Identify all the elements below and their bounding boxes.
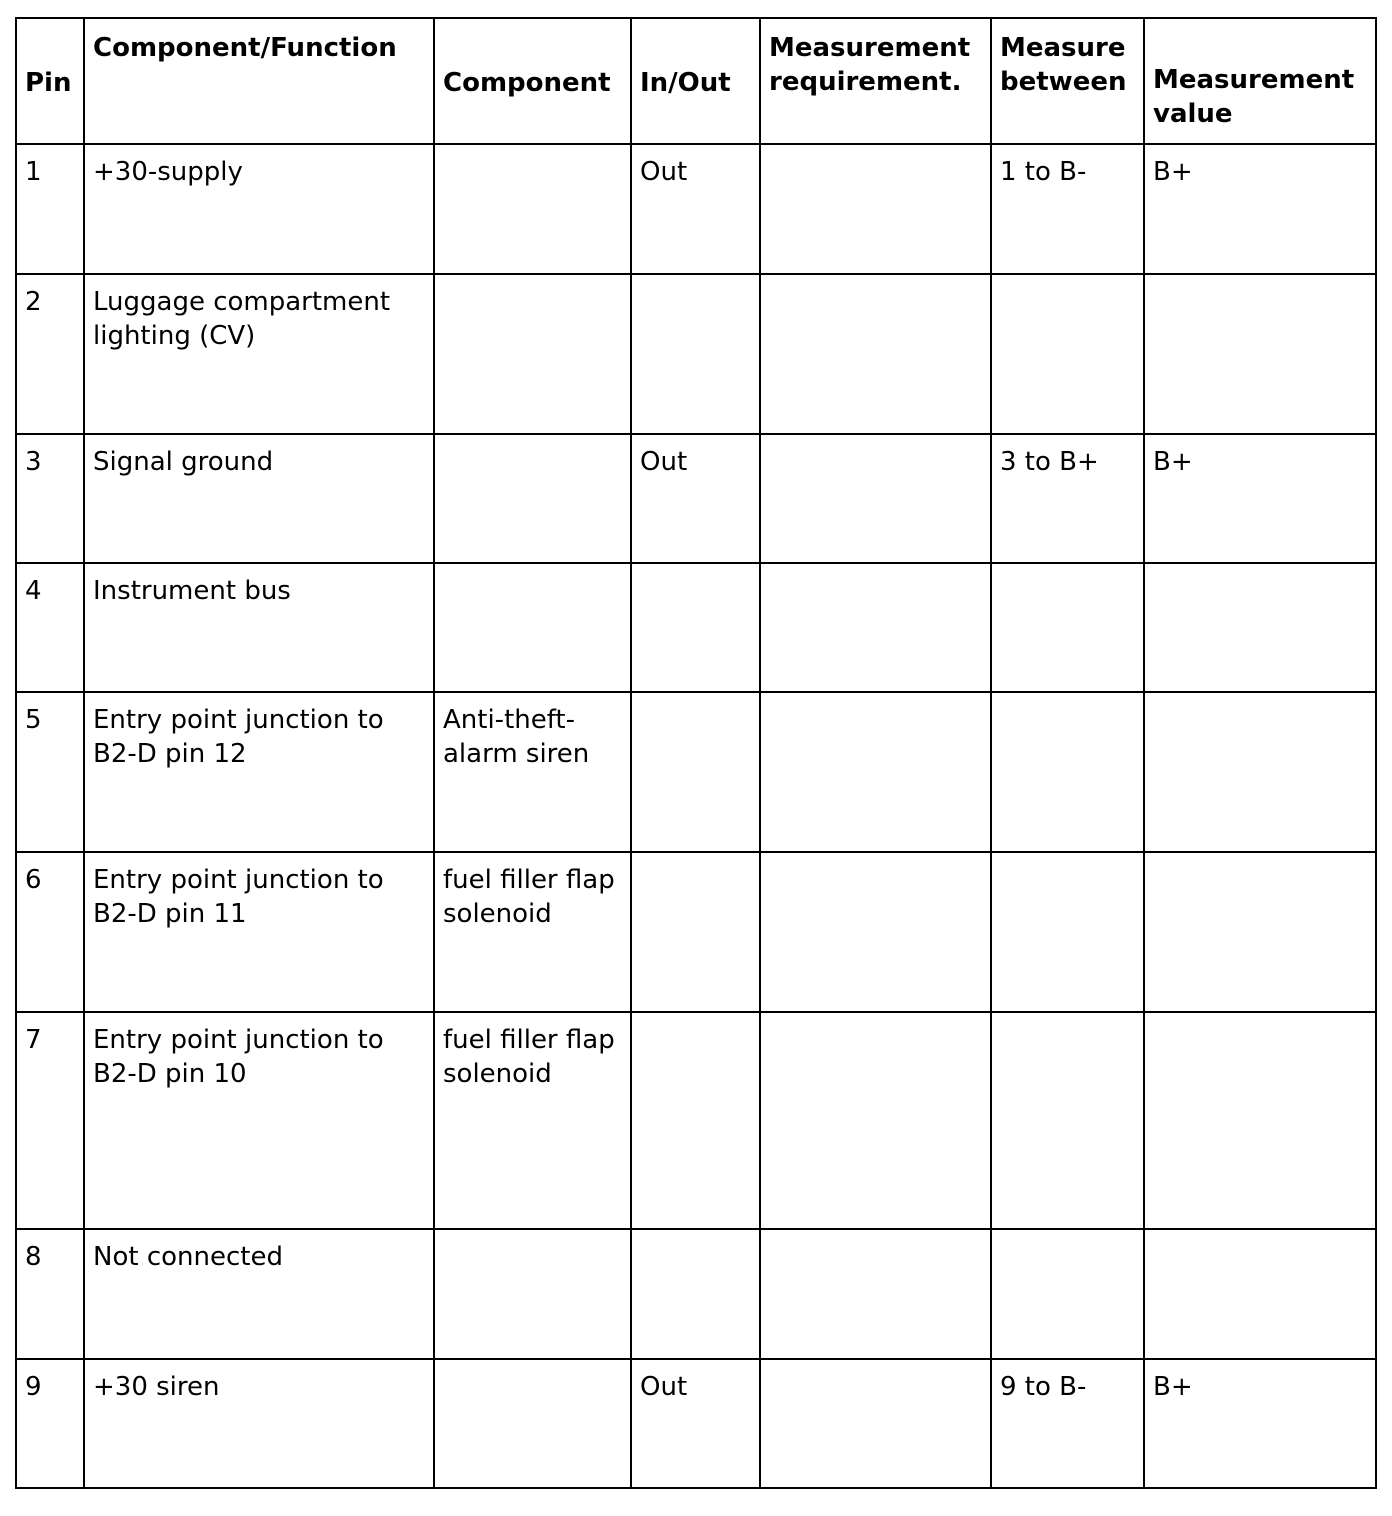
cell-component — [434, 563, 631, 692]
cell-in-out — [631, 852, 760, 1012]
cell-function — [84, 852, 434, 1012]
cell-component — [434, 852, 631, 1012]
cell-measure-between — [991, 1229, 1144, 1359]
cell-measurement-value — [1144, 563, 1376, 692]
cell-in-out — [631, 692, 760, 852]
table-row — [16, 434, 1376, 563]
table-row — [16, 1359, 1376, 1488]
cell-requirement — [760, 144, 991, 274]
cell-measure-between — [991, 852, 1144, 1012]
pin-assignment-table — [15, 17, 1377, 1489]
header-component: Component — [434, 18, 631, 144]
cell-in-out — [631, 274, 760, 434]
cell-measurement-value — [1144, 144, 1376, 274]
cell-requirement — [760, 1359, 991, 1488]
cell-pin — [16, 144, 84, 274]
cell-in-out-text: Out — [640, 157, 688, 187]
cell-pin — [16, 434, 84, 563]
cell-function — [84, 1359, 434, 1488]
header-measurement-requirement: Measurement requirement. — [760, 18, 991, 144]
cell-function-text: Luggage compartment lighting (CV) — [93, 287, 391, 351]
cell-measure-between-text: 3 to B+ — [1000, 447, 1099, 477]
cell-function-text: Signal ground — [93, 447, 274, 477]
cell-pin-text: 9 — [25, 1372, 42, 1402]
cell-component — [434, 144, 631, 274]
cell-function — [84, 274, 434, 434]
cell-function — [84, 434, 434, 563]
table-row — [16, 274, 1376, 434]
cell-pin-text: 1 — [25, 157, 42, 187]
cell-measurement-value-text: B+ — [1153, 157, 1193, 187]
cell-component — [434, 1359, 631, 1488]
cell-requirement — [760, 692, 991, 852]
cell-component-text: fuel filler flap solenoid — [443, 865, 615, 929]
cell-function-text: Not connected — [93, 1242, 283, 1272]
cell-in-out — [631, 1359, 760, 1488]
cell-in-out — [631, 144, 760, 274]
cell-pin-text: 4 — [25, 576, 42, 606]
cell-function — [84, 692, 434, 852]
cell-component-text: fuel filler flap solenoid — [443, 1025, 615, 1089]
table-row — [16, 852, 1376, 1012]
cell-pin — [16, 692, 84, 852]
table-row — [16, 144, 1376, 274]
cell-requirement — [760, 852, 991, 1012]
cell-measure-between — [991, 1012, 1144, 1229]
cell-measure-between-text: 9 to B- — [1000, 1372, 1087, 1402]
header-measure-between: Measure between — [991, 18, 1144, 144]
cell-measure-between — [991, 563, 1144, 692]
cell-function-text: Entry point junction to B2-D pin 10 — [93, 1025, 384, 1089]
cell-in-out — [631, 1012, 760, 1229]
cell-measure-between — [991, 144, 1144, 274]
cell-requirement — [760, 274, 991, 434]
cell-measurement-value — [1144, 852, 1376, 1012]
cell-in-out-text: Out — [640, 1372, 688, 1402]
cell-requirement — [760, 1229, 991, 1359]
table-row — [16, 692, 1376, 852]
header-row — [16, 18, 1376, 144]
cell-function-text: Entry point junction to B2-D pin 11 — [93, 865, 384, 929]
cell-pin-text: 7 — [25, 1025, 42, 1055]
header-in-out: In/Out — [631, 18, 760, 144]
cell-pin — [16, 563, 84, 692]
header-pin: Pin — [16, 18, 84, 144]
cell-function — [84, 1229, 434, 1359]
cell-measurement-value — [1144, 1359, 1376, 1488]
cell-pin-text: 8 — [25, 1242, 42, 1272]
cell-component — [434, 274, 631, 434]
cell-requirement — [760, 563, 991, 692]
cell-function-text: +30-supply — [93, 157, 243, 187]
cell-pin-text: 5 — [25, 705, 42, 735]
cell-measurement-value — [1144, 434, 1376, 563]
cell-in-out — [631, 563, 760, 692]
cell-measurement-value — [1144, 274, 1376, 434]
cell-function — [84, 144, 434, 274]
cell-in-out-text: Out — [640, 447, 688, 477]
table-body — [16, 144, 1376, 1488]
cell-function-text: +30 siren — [93, 1372, 220, 1402]
cell-measurement-value-text: B+ — [1153, 1372, 1193, 1402]
cell-in-out — [631, 1229, 760, 1359]
cell-measure-between — [991, 1359, 1144, 1488]
cell-pin — [16, 1359, 84, 1488]
cell-measurement-value — [1144, 1012, 1376, 1229]
table-row — [16, 563, 1376, 692]
cell-pin — [16, 274, 84, 434]
cell-requirement — [760, 434, 991, 563]
cell-function — [84, 1012, 434, 1229]
cell-measure-between-text: 1 to B- — [1000, 157, 1087, 187]
cell-pin-text: 6 — [25, 865, 42, 895]
cell-component-text: Anti-theft-alarm siren — [443, 705, 590, 769]
header-component-function: Component/Function — [84, 18, 434, 144]
cell-function-text: Entry point junction to B2-D pin 12 — [93, 705, 384, 769]
cell-measure-between — [991, 692, 1144, 852]
cell-component — [434, 1012, 631, 1229]
cell-pin — [16, 1229, 84, 1359]
cell-pin-text: 2 — [25, 287, 42, 317]
cell-in-out — [631, 434, 760, 563]
cell-measure-between — [991, 434, 1144, 563]
cell-requirement — [760, 1012, 991, 1229]
cell-measurement-value — [1144, 1229, 1376, 1359]
header-measurement-value: Measurement value — [1144, 18, 1376, 144]
cell-component — [434, 692, 631, 852]
cell-function — [84, 563, 434, 692]
cell-function-text: Instrument bus — [93, 576, 291, 606]
cell-measure-between — [991, 274, 1144, 434]
cell-pin — [16, 1012, 84, 1229]
cell-component — [434, 434, 631, 563]
cell-measurement-value-text: B+ — [1153, 447, 1193, 477]
cell-measurement-value — [1144, 692, 1376, 852]
table-row — [16, 1229, 1376, 1359]
cell-pin — [16, 852, 84, 1012]
table-row — [16, 1012, 1376, 1229]
cell-component — [434, 1229, 631, 1359]
cell-pin-text: 3 — [25, 447, 42, 477]
